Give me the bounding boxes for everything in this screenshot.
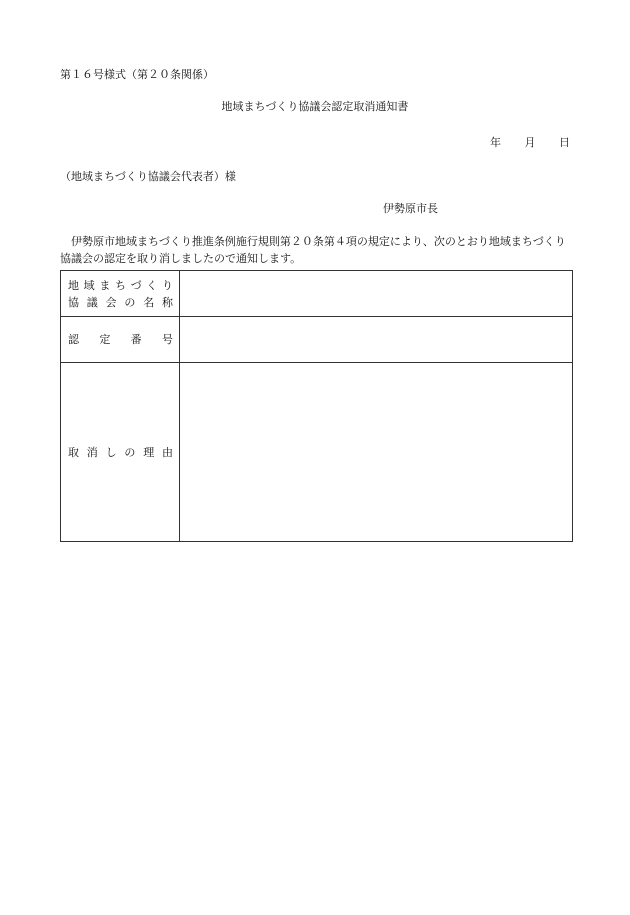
date-day: 日: [559, 136, 570, 149]
label-association-name: [61, 271, 180, 317]
value-certification-number[interactable]: [180, 317, 573, 363]
form-number: 第１６号様式（第２０条関係）: [60, 68, 214, 81]
document-title: 地域まちづくり協議会認定取消通知書: [221, 100, 409, 113]
label-char: の: [124, 295, 136, 309]
label-char: づ: [130, 278, 142, 292]
label-char: 名: [143, 295, 155, 309]
label-line: [68, 444, 173, 461]
label-certification-number: [61, 317, 180, 363]
table-row-certification-number: [61, 317, 573, 363]
date-month: 月: [524, 136, 536, 149]
label-char: 議: [86, 295, 98, 309]
value-cancellation-reason[interactable]: [180, 363, 573, 542]
label-char: り: [161, 278, 173, 292]
label-char: の: [124, 445, 136, 459]
label-char: 取: [68, 445, 79, 459]
label-char: 定: [99, 333, 111, 346]
label-char: 会: [105, 295, 117, 309]
date-line: [490, 134, 570, 150]
details-table: [60, 270, 573, 542]
label-char: く: [146, 278, 158, 292]
value-association-name[interactable]: [180, 271, 573, 317]
label-char: ち: [114, 278, 126, 292]
table-row-association-name: [61, 271, 573, 317]
date-year: 年: [490, 136, 501, 149]
label-char: 理: [143, 445, 155, 459]
body-text: 伊勢原市地域まちづくり推進条例施行規則第２０条第４項の規定により、次のとおり地域まちづくり協議会の認定を取り消しましたので通知します。: [60, 235, 566, 265]
label-char: 協: [68, 295, 79, 309]
table-row-cancellation-reason: [61, 363, 573, 542]
sender: 伊勢原市長: [383, 202, 438, 215]
label-char: 号: [161, 333, 173, 346]
label-char: 認: [68, 333, 79, 346]
label-char: 消: [86, 445, 98, 459]
label-char: ま: [99, 278, 111, 292]
addressee: （地域まちづくり協議会代表者）様: [60, 170, 236, 183]
label-line: [68, 331, 173, 348]
label-char: 域: [83, 278, 95, 292]
label-line: [68, 294, 173, 311]
label-char: 称: [161, 295, 173, 309]
label-char: 地: [68, 278, 79, 292]
label-char: 由: [161, 445, 173, 459]
label-char: し: [105, 445, 117, 459]
label-char: 番: [130, 333, 142, 346]
label-line: [68, 277, 173, 294]
label-cancellation-reason: [61, 363, 180, 542]
